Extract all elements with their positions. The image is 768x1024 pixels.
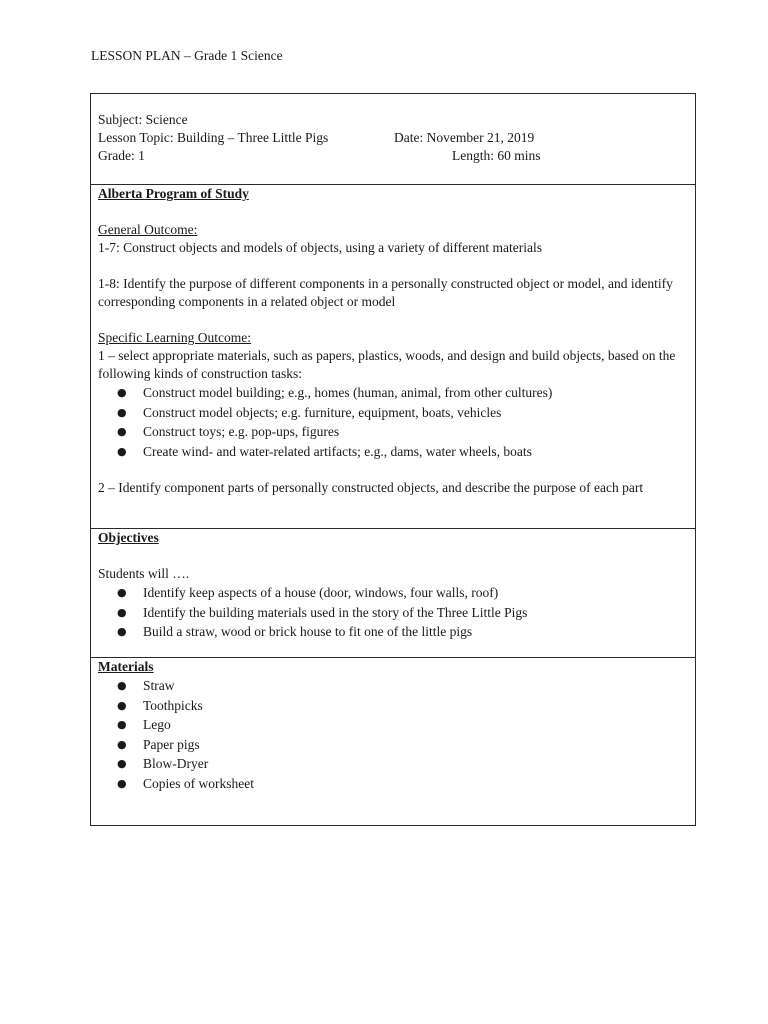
list-item: ● Identify the building materials used in the story of the Three Little Pigs <box>115 603 688 623</box>
date-text: Date: November 21, 2019 <box>394 130 535 145</box>
list-item: ● Construct model objects; e.g. furniture, equipment, boats, vehicles <box>115 403 688 423</box>
list-item: ● Blow-Dryer <box>115 754 688 774</box>
list-item: ● Build a straw, wood or brick house to fit one of the little pigs <box>115 622 688 642</box>
specific-outcome-label: Specific Learning Outcome: <box>98 330 251 345</box>
bullet-icon: ● <box>117 586 127 599</box>
bullet-icon: ● <box>117 405 127 419</box>
general-outcome-label: General Outcome: <box>98 222 198 237</box>
objectives-cell <box>91 529 696 658</box>
list-item: ● Identify keep aspects of a house (door, windows, four walls, roof) <box>115 583 688 603</box>
topic-text: Lesson Topic: Building – Three Little Pigs <box>98 130 329 145</box>
lesson-plan-table <box>90 93 696 826</box>
grade-line <box>98 147 688 165</box>
specific-outcome-1: 1 – select appropriate materials, such as papers, plastics, woods, and design and build objects, based on the following kinds of construction tasks: <box>98 348 676 381</box>
alberta-program-title: Alberta Program of Study <box>98 186 249 201</box>
bullet-icon: ● <box>117 718 127 731</box>
list-item: ● Construct toys; e.g. pop-ups, figures <box>115 422 688 442</box>
outcome-1-7: 1-7: Construct objects and models of objects, using a variety of different materials <box>98 240 543 255</box>
bullet-icon: ● <box>117 757 127 770</box>
bullet-icon: ● <box>117 776 127 790</box>
specific-outcome-1-list <box>98 383 688 461</box>
grade-text: Grade: 1 <box>98 148 145 163</box>
alberta-program-cell <box>91 185 696 529</box>
list-item: ● Copies of worksheet <box>115 774 688 794</box>
length-text: Length: 60 mins <box>452 148 541 163</box>
bullet-icon: ● <box>117 425 127 438</box>
list-item: ● Construct model building; e.g., homes (human, animal, from other cultures) <box>115 383 688 403</box>
list-item: ● Lego <box>115 715 688 735</box>
objectives-row <box>91 529 696 658</box>
bullet-icon: ● <box>117 698 127 712</box>
objectives-list <box>98 583 688 642</box>
lesson-info-cell <box>91 94 696 185</box>
bullet-icon: ● <box>117 605 127 619</box>
bullet-icon: ● <box>117 444 127 458</box>
list-item: ● Create wind- and water-related artifacts; e.g., dams, water wheels, boats <box>115 442 688 462</box>
materials-cell <box>91 658 696 826</box>
bullet-icon: ● <box>117 386 127 399</box>
bullet-icon: ● <box>117 625 127 638</box>
objectives-title: Objectives <box>98 530 159 545</box>
subject-text: Subject: Science <box>98 112 188 127</box>
materials-list <box>98 676 688 793</box>
list-item: ● Paper pigs <box>115 735 688 755</box>
lesson-info-row <box>91 94 696 185</box>
list-item: ● Straw <box>115 676 688 696</box>
specific-outcome-2: 2 – Identify component parts of personally constructed objects, and describe the purpose of each part <box>98 480 644 495</box>
bullet-icon: ● <box>117 679 127 692</box>
materials-row <box>91 658 696 826</box>
alberta-program-row <box>91 185 696 529</box>
objectives-intro: Students will …. <box>98 566 190 581</box>
list-item: ● Toothpicks <box>115 696 688 716</box>
outcome-1-8: 1-8: Identify the purpose of different components in a personally constructed object or model, and identify corresponding components in a related object or model <box>98 276 673 309</box>
materials-title: Materials <box>98 659 154 674</box>
page-header: LESSON PLAN – Grade 1 Science <box>91 48 283 63</box>
subject-line <box>98 111 688 129</box>
topic-line <box>98 129 688 147</box>
bullet-icon: ● <box>117 737 127 751</box>
